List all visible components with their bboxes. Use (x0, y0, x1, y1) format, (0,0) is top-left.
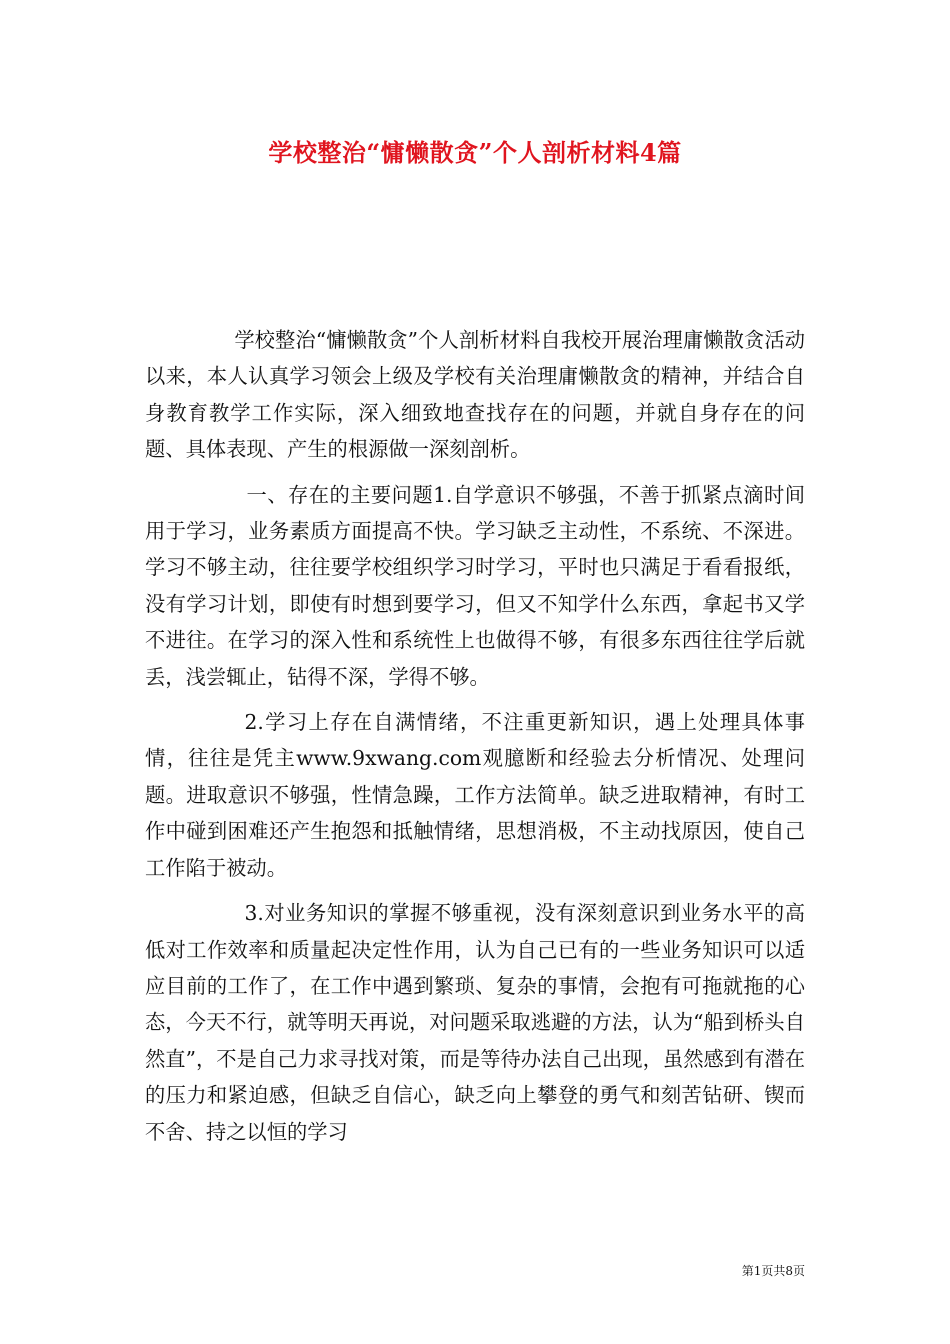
paragraph-problem-1: 一、存在的主要问题1.自学意识不够强，不善于抓紧点滴时间用于学习，业务素质方面提高不快。学习缺乏主动性，不系统、不深进。学习不够主动，往往要学校组织学习时学习，平时也只满足于看看报纸，没有学习计划，即使有时想到要学习，但又不知学什么东西，拿起书又学不进往。在学习的深入性和系统性上也做得不够，有很多东西往往学后就丢，浅尝辄止，钻得不深，学得不够。 (145, 482, 805, 689)
paragraph-problem-2: 2.学习上存在自满情绪，不注重更新知识，遇上处理具体事情，往往是凭主www.9xwang.com观臆断和经验去分析情况、处理问题。进取意识不够强，性情急躁，工作方法简单。缺乏进取精神，有时工作中碰到困难还产生抱怨和抵触情绪，思想消极，不主动找原因，使自己工作陷于被动。 (145, 710, 805, 880)
document-body (145, 322, 805, 1150)
paragraph-problem-3: 3.对业务知识的掌握不够重视，没有深刻意识到业务水平的高低对工作效率和质量起决定性作用，认为自己已有的一些业务知识可以适应目前的工作了，在工作中遇到繁琐、复杂的事情，会抱有可拖就拖的心态，今天不行，就等明天再说，对问题采取逃避的方法，认为“船到桥头自然直”，不是自己力求寻找对策，而是等待办法自己出现，虽然感到有潜在的压力和紧迫感，但缺乏自信心，缺乏向上攀登的勇气和刻苦钻研、锲而不舍、持之以恒的学习 (145, 901, 805, 1144)
page-number: 第1页共8页 (741, 1264, 805, 1278)
paragraph-intro: 学校整治“慵懒散贪”个人剖析材料自我校开展治理庸懒散贪活动以来，本人认真学习领会上级及学校有关治理庸懒散贪的精神，并结合自身教育教学工作实际，深入细致地查找存在的问题，并就自身存在的问题、具体表现、产生的根源做一深刻剖析。 (145, 328, 805, 462)
document-title: 学校整治“慵懒散贪”个人剖析材料4篇 (268, 138, 682, 167)
